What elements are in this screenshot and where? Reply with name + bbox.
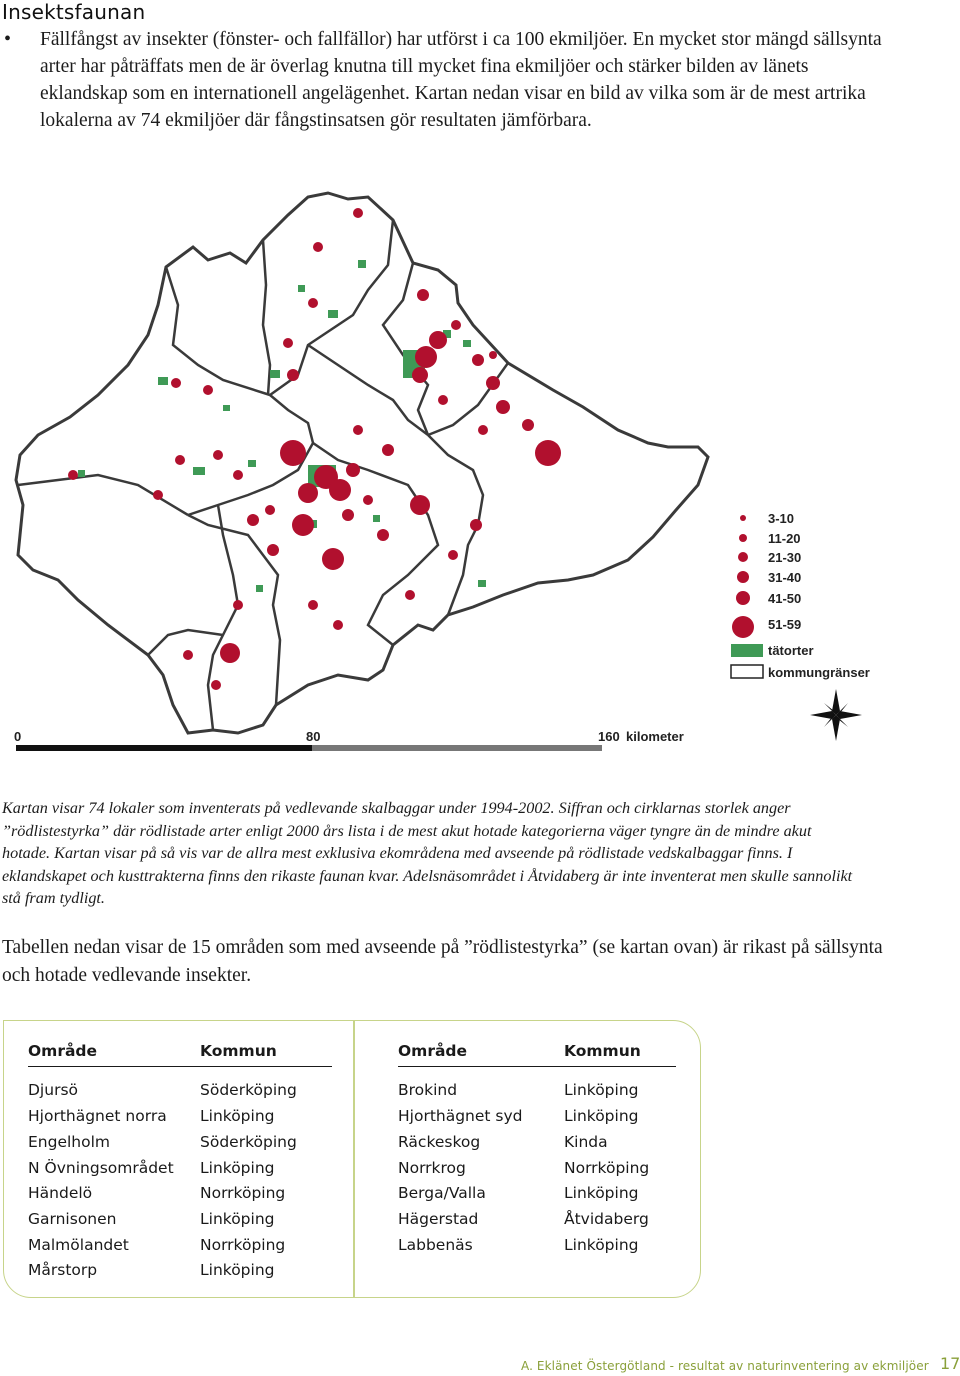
locality-dot (382, 444, 394, 456)
locality-dot (353, 425, 363, 435)
locality-dot (410, 495, 430, 515)
legend-dot-3 (738, 552, 748, 562)
table-row-left-kommun: Söderköping (200, 1081, 297, 1099)
tatort (358, 260, 366, 268)
table-row-right-kommun: Linköping (564, 1184, 639, 1202)
legend-label-4: 31-40 (768, 570, 802, 585)
table-row-right-kommun: Åtvidaberg (564, 1210, 649, 1228)
locality-dot (153, 490, 163, 500)
legend-dot-5 (736, 591, 750, 605)
table-row-left-kommun: Norrköping (200, 1236, 286, 1254)
locality-dot (342, 509, 354, 521)
page-footer: A. Eklänet Östergötland - resultat av naturinventering av ekmiljöer (521, 1359, 929, 1373)
tatort (248, 460, 256, 467)
locality-dot (417, 289, 429, 301)
legend-label-2: 11-20 (768, 531, 801, 546)
locality-dot (298, 483, 318, 503)
scale-bar-segment-1 (16, 745, 312, 751)
table-row-left-kommun: Söderköping (200, 1133, 297, 1151)
table-row-left-kommun: Linköping (200, 1210, 275, 1228)
table-row-right-kommun: Norrköping (564, 1159, 650, 1177)
table-row-left-kommun: Norrköping (200, 1184, 286, 1202)
locality-dot (287, 369, 299, 381)
locality-dot (522, 419, 534, 431)
tatort (78, 470, 85, 477)
locality-dot (171, 378, 181, 388)
legend-dot-6 (732, 616, 754, 638)
locality-dot (233, 600, 243, 610)
locality-dot (333, 620, 343, 630)
table-row-right-kommun: Linköping (564, 1236, 639, 1254)
table-row-right-kommun: Linköping (564, 1107, 639, 1125)
table-row-left-kommun: Linköping (200, 1261, 275, 1279)
table-row-left-area: Malmölandet (28, 1236, 129, 1254)
locality-dot (489, 351, 497, 359)
areas-table (3, 1020, 701, 1298)
table-divider (353, 1021, 355, 1297)
table-row-right-kommun: Linköping (564, 1081, 639, 1099)
legend-kommungranser-label: kommungränser (768, 665, 870, 680)
legend-label-1: 3-10 (768, 511, 795, 526)
locality-dot (283, 338, 293, 348)
table-row-right-area: Räckeskog (398, 1133, 481, 1151)
legend-tatorter-label: tätorter (768, 643, 814, 658)
locality-dot (203, 385, 213, 395)
legend-label-6: 51-59 (768, 617, 802, 632)
county-outline (16, 193, 708, 733)
locality-dot (233, 470, 243, 480)
locality-dot (412, 367, 428, 383)
locality-dot (496, 400, 510, 414)
scale-unit: kilometer (626, 729, 684, 744)
table-row-right-area: Brokind (398, 1081, 458, 1099)
table-row-right-area: Labbenäs (398, 1236, 473, 1254)
table-row-right-area: Hjorthägnet syd (398, 1107, 523, 1125)
header-kommun-left: Kommun (200, 1042, 277, 1060)
tatort (158, 377, 168, 385)
locality-dot (211, 680, 221, 690)
locality-dot (353, 208, 363, 218)
table-row-left-kommun: Linköping (200, 1159, 275, 1177)
locality-dot (405, 590, 415, 600)
scale-label-0: 0 (14, 729, 22, 744)
locality-dot (429, 331, 447, 349)
locality-dot (313, 242, 323, 252)
header-omrade-right: Område (398, 1042, 468, 1060)
table-row-left-area: Mårstorp (28, 1261, 98, 1279)
locality-dot (280, 440, 306, 466)
scale-label-80: 80 (306, 729, 321, 744)
table-row-left-kommun: Linköping (200, 1107, 275, 1125)
locality-dot (486, 376, 500, 390)
header-kommun-right: Kommun (564, 1042, 641, 1060)
locality-dot (472, 354, 484, 366)
table-row-left-area: Garnisonen (28, 1210, 117, 1228)
legend-kommungranser-swatch (731, 665, 763, 678)
tatort (270, 370, 280, 378)
locality-dot (308, 600, 318, 610)
locality-dot (265, 505, 275, 515)
tatort (328, 310, 338, 318)
table-row-left-area: Engelholm (28, 1133, 111, 1151)
table-row-right-area: Hägerstad (398, 1210, 479, 1228)
locality-dot (377, 529, 389, 541)
locality-dot (329, 479, 351, 501)
tatort (223, 405, 230, 411)
legend-dot-4 (737, 571, 749, 583)
locality-dot (363, 495, 373, 505)
locality-dot (535, 440, 561, 466)
locality-dot (448, 550, 458, 560)
locality-dot (451, 320, 461, 330)
legend-label-5: 41-50 (768, 591, 802, 606)
locality-dot (308, 298, 318, 308)
locality-dot (267, 544, 279, 556)
header-rule-right (398, 1066, 676, 1067)
legend-label-3: 21-30 (768, 550, 802, 565)
bullet-text: Fällfångst av insekter (fönster- och fallfällor) har utförst i ca 100 ekmiljöer. En mycket stor mängd sällsynta arter har påträffats men de är överlag knutna till mycket fina ekmiljöer och stärker bilden av länets eklandskap som en internationell angelägenhet. Kartan nedan visar en bild av vilka som är de mest artrika lokalerna av 74 ekmiljöer där fångstinsatsen gör resultaten jämförbara. (40, 29, 882, 131)
locality-dot (220, 643, 240, 663)
header-rule-left (28, 1066, 332, 1067)
scale-bar (14, 729, 684, 751)
locality-dot (478, 425, 488, 435)
locality-dot (175, 455, 185, 465)
tatort (463, 340, 471, 347)
tatort (256, 585, 263, 592)
table-row-right-area: Norrkrog (398, 1159, 466, 1177)
locality-dot (292, 514, 314, 536)
county-map (8, 185, 894, 770)
tatort (193, 467, 205, 475)
header-omrade-left: Område (28, 1042, 98, 1060)
table-row-left-area: N Övningsområdet (28, 1159, 174, 1177)
map-legend (731, 511, 870, 680)
map-svg (8, 185, 894, 770)
table-row-right-area: Berga/Valla (398, 1184, 486, 1202)
map-caption: Kartan visar 74 lokaler som inventerats på vedlevande skalbaggar under 1994-2002. Siffran och cirklarnas storlek anger ”rödlistestyrka” där rödlistade arter enligt 2000 års lista i de mest akut hotade kategorierna väger tyngre än de mindre akut hotade. Kartan visar på så vis var de allra mest exklusiva ekområdena med avseende på rödlistade vedskalbaggar finns. I eklandskapet och kusttrakterna finns den rikaste faunan kvar. Adelsnäsområdet i Åtvidaberg är inte inventerat men skulle sannolikt stå fram tydligt. (2, 799, 853, 908)
page-number: 17 (940, 1354, 960, 1373)
table-row-left-area: Djursö (28, 1081, 78, 1099)
locality-dot (346, 463, 360, 477)
table-row-left-area: Hjorthägnet norra (28, 1107, 167, 1125)
tatort (373, 515, 380, 522)
legend-tatorter-swatch (731, 644, 763, 657)
bullet-symbol: • (4, 28, 12, 50)
table-intro: Tabellen nedan visar de 15 områden som med avseende på ”rödlistestyrka” (se kartan ovan) är rikast på sällsynta och hotade vedlevande insekter. (2, 937, 883, 986)
legend-dot-2 (739, 534, 747, 542)
legend-dot-1 (740, 515, 746, 521)
intro-bullet (0, 26, 900, 134)
scale-bar-segment-2 (312, 745, 602, 751)
locality-dot (322, 548, 344, 570)
tatort (298, 285, 305, 292)
section-heading: Insektsfaunan (2, 0, 146, 24)
locality-dot (438, 395, 448, 405)
table-row-right-kommun: Kinda (564, 1133, 608, 1151)
locality-dot (470, 519, 482, 531)
tatort (478, 580, 486, 587)
locality-dot (415, 346, 437, 368)
compass-icon (810, 689, 862, 741)
locality-dot (247, 514, 259, 526)
table-row-left-area: Händelö (28, 1184, 93, 1202)
locality-dot (68, 470, 78, 480)
scale-label-160: 160 (598, 729, 620, 744)
locality-dot (183, 650, 193, 660)
locality-dot (213, 450, 223, 460)
